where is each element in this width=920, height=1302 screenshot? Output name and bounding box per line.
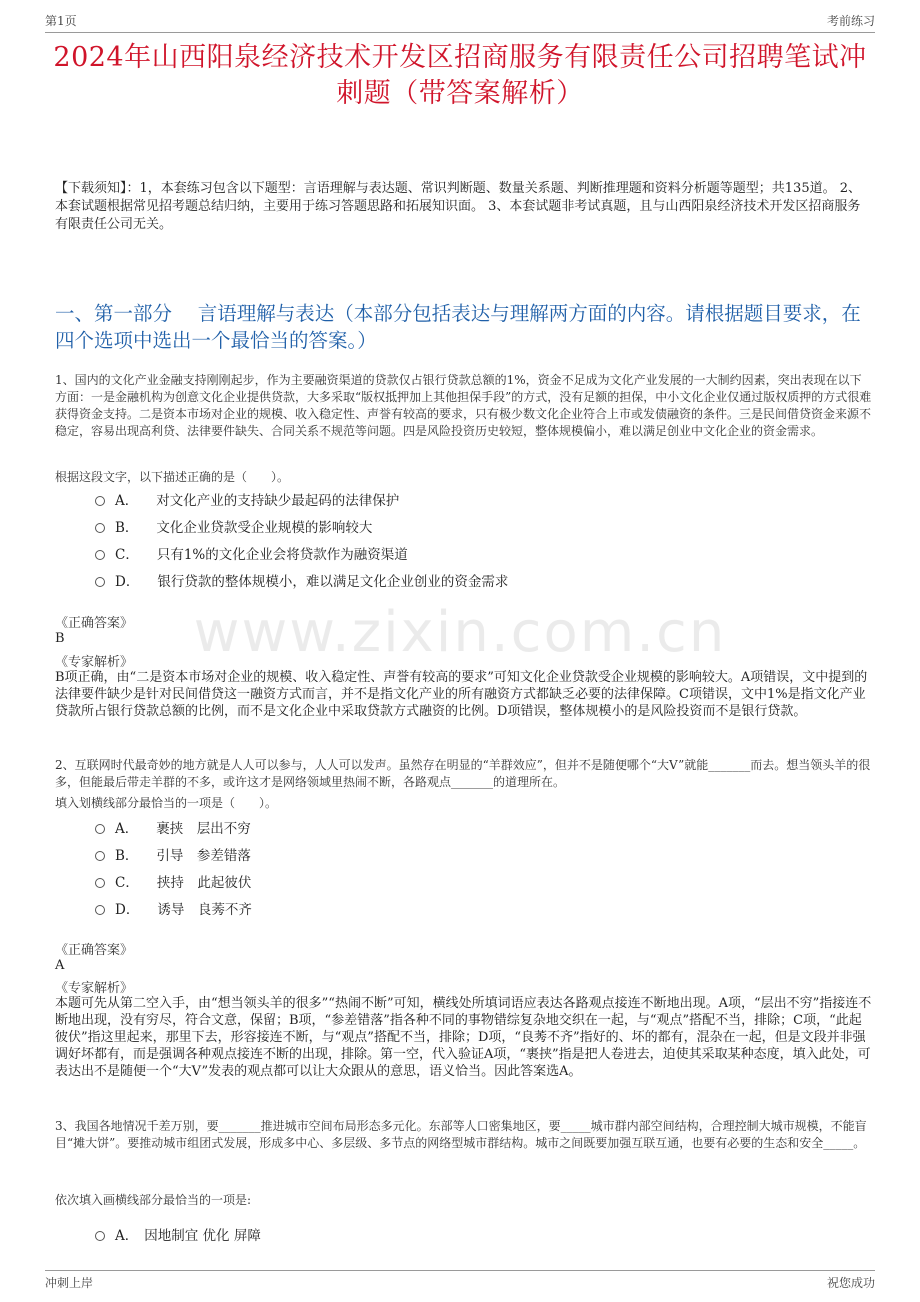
radio-icon[interactable]	[95, 1231, 105, 1241]
footer-slogan-right: 祝您成功	[826, 1276, 875, 1290]
question-3-option-a[interactable]	[95, 1224, 261, 1244]
question-1-analysis-label: 《专家解析》	[55, 655, 134, 670]
section-title: 一、第一部分 言语理解与表达（本部分包括表达与理解两方面的内容。请根据题目要求，在四个选项中选出一个最恰当的答案。）	[55, 302, 861, 352]
watermark: www.zixin.com.cn	[193, 600, 727, 665]
question-3-stem: 3、我国各地情况千差万别，要_______推进城市空间布局形态多元化。东部等人口密集地区，要_____城市群内部空间结构，合理控制大城市规模，不能盲目“摊大饼”。要推动城市组团式发展，形成多中心、多层级、多节点的网络型城市群结构。城市之间既要加强互联互通，也要有必要的生态和安全_____。	[55, 1119, 867, 1150]
page-footer	[45, 1270, 875, 1293]
question-1-option-b[interactable]	[95, 516, 372, 536]
page-number: 第1页	[45, 14, 77, 28]
option-letter: A．	[115, 821, 139, 837]
question-1-answer-label: 《正确答案》	[55, 616, 134, 631]
option-text: 引导 参差错落	[156, 848, 251, 864]
option-text: 因地制宜 优化 屏障	[144, 1228, 261, 1244]
header-tag: 考前练习	[826, 14, 875, 28]
question-2-answer-label: 《正确答案》	[55, 943, 134, 958]
option-letter: B．	[115, 520, 139, 536]
question-2-prompt: 填入划横线部分最恰当的一项是（ ）。	[55, 796, 278, 810]
radio-icon[interactable]	[95, 550, 105, 560]
option-text: 裹挟 层出不穷	[156, 821, 251, 837]
option-letter: C．	[115, 875, 139, 891]
option-letter: A．	[115, 1228, 139, 1244]
question-2-option-d[interactable]	[95, 898, 252, 918]
question-2-stem: 2、互联网时代最奇妙的地方就是人人可以参与，人人可以发声。虽然存在明显的“羊群效应”，但并不是随便哪个“大V”就能_______而去。想当领头羊的很多，但能最后带走羊群的不多，或许这才是网络领域里热闹不断，各路观点_______的道理所在。	[55, 758, 871, 789]
option-letter: B．	[115, 848, 139, 864]
option-letter: A．	[115, 493, 139, 509]
question-2-analysis: 本题可先从第二空入手，由“想当领头羊的很多”“热闹不断”可知，横线处所填词语应表达各路观点接连不断地出现。A项，“层出不穷”指接连不断地出现，没有穷尽，符合文意，保留；B项，“参差错落”指各种不同的事物错综复杂地交织在一起，与“观点”搭配不当，排除；C项，“此起彼伏”指这里起来，那里下去，形容接连不断，与“观点”搭配不当，排除；D项，“良莠不齐”指好的、坏的都有，混杂在一起，但是文段并非强调好坏都有，而是强调各种观点接连不断的出现，排除。第一空，代入验证A项，“裹挟”指是把人卷进去，迫使其采取某种态度，填入此处，可表达出不是随便一个“大V”发表的观点都可以让大众跟从的意思，语义恰当。因此答案选A。	[55, 996, 872, 1079]
option-text: 诱导 良莠不齐	[157, 902, 252, 918]
question-1-stem: 1、国内的文化产业金融支持刚刚起步，作为主要融资渠道的贷款仅占银行贷款总额的1%，资金不足成为文化产业发展的一大制约因素，突出表现在以下方面：一是金融机构为创意文化企业提供贷款，大多采取“版权抵押加上其他担保手段”的方式，没有足额的担保，中小文化企业仅通过版权质押的方式很难获得资金支持。二是资本市场对企业的规模、收入稳定性、声誉有较高的要求，只有极少数文化企业符合上市或发债融资的条件。三是民间借贷资金来源不稳定，容易出现高利贷、法律要件缺失、合同关系不规范等问题。四是风险投资历史较短，整体规模偏小，难以满足创业中文化企业的资金需求。	[55, 373, 872, 438]
question-2-analysis-label: 《专家解析》	[55, 981, 134, 996]
option-text: 只有1%的文化企业会将贷款作为融资渠道	[156, 547, 408, 563]
option-text: 文化企业贷款受企业规模的影响较大	[156, 520, 373, 536]
page-header	[45, 10, 875, 33]
radio-icon[interactable]	[95, 905, 105, 915]
option-text: 对文化产业的支持缺少最起码的法律保护	[156, 493, 400, 509]
question-1-analysis: B项正确，由“二是资本市场对企业的规模、收入稳定性、声誉有较高的要求”可知文化企业贷款受企业规模的影响较大。A项错误，文中提到的法律要件缺少是针对民间借贷这一融资方式而言，并不是指文化产业的所有融资方式都缺乏必要的法律保障。C项错误，文中1%是指文化产业贷款所占银行贷款总额的比例，而不是文化企业中采取贷款方式融资的比例。D项错误，整体规模小的是风险投资而不是银行贷款。	[55, 670, 868, 719]
question-2-answer: A	[55, 958, 65, 973]
radio-icon[interactable]	[95, 824, 105, 834]
question-1-answer: B	[55, 631, 65, 646]
question-1-option-a[interactable]	[95, 489, 399, 509]
option-letter: D．	[115, 574, 140, 590]
option-letter: D．	[115, 902, 140, 918]
radio-icon[interactable]	[95, 523, 105, 533]
question-2-option-b[interactable]	[95, 844, 251, 864]
download-notice: 【下载须知】：1，本套练习包含以下题型：言语理解与表达题、常识判断题、数量关系题、判断推理题和资料分析题等题型；共135道。 2、本套试题根据常见招考题总结归纳，主要用于练习答题思路和拓展知识面。 3、本套试题非考试真题，且与山西阳泉经济技术开发区招商服务有限责任公司无关。	[55, 181, 861, 232]
option-letter: C．	[115, 547, 139, 563]
document-title: 2024年山西阳泉经济技术开发区招商服务有限责任公司招聘笔试冲刺题（带答案解析）	[53, 42, 867, 109]
footer-slogan-left: 冲刺上岸	[45, 1276, 94, 1290]
question-3-prompt: 依次填入画横线部分最恰当的一项是:	[55, 1193, 252, 1207]
question-1-option-d[interactable]	[95, 570, 508, 590]
question-1-option-c[interactable]	[95, 543, 408, 563]
question-2-option-c[interactable]	[95, 871, 251, 891]
radio-icon[interactable]	[95, 577, 105, 587]
question-1-prompt: 根据这段文字，以下描述正确的是（ ）。	[55, 470, 290, 484]
radio-icon[interactable]	[95, 851, 105, 861]
option-text: 银行贷款的整体规模小，难以满足文化企业创业的资金需求	[157, 574, 509, 590]
radio-icon[interactable]	[95, 496, 105, 506]
option-text: 挟持 此起彼伏	[156, 875, 252, 891]
question-2-option-a[interactable]	[95, 817, 251, 837]
radio-icon[interactable]	[95, 878, 105, 888]
